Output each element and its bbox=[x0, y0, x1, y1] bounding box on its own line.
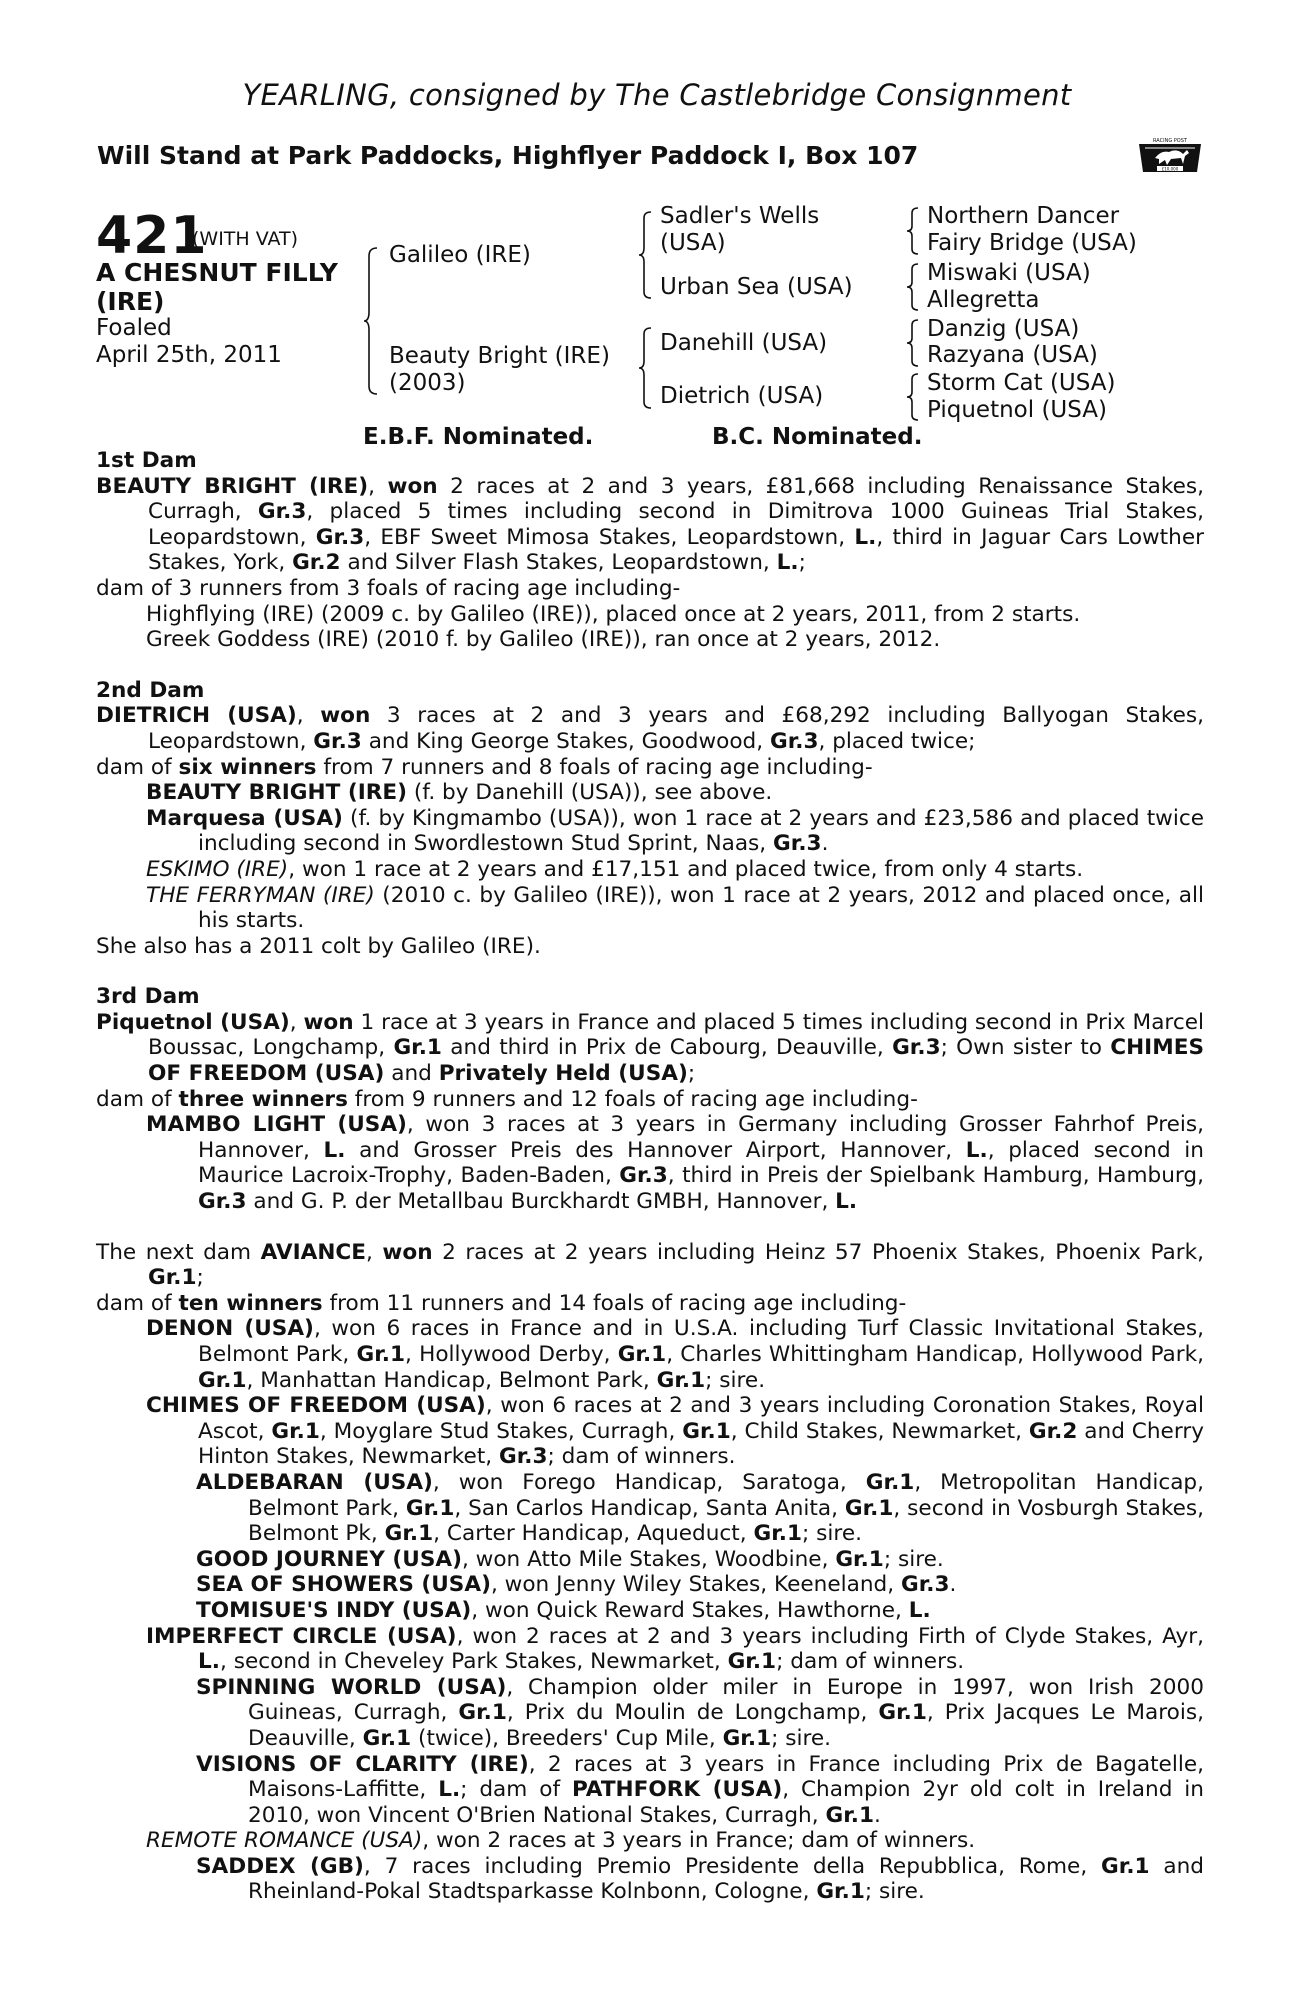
next-dam-progeny-chimes: CHIMES OF FREEDOM (USA), won 6 races at 2 and 3 years including Coronation Stakes, Royal Ascot, Gr.1, Moyglare Stud Stakes, Curragh, Gr.1, Child Stakes, Newmarket, Gr.2 and Cherry Hinton Stakes, Newmarket, Gr.3; dam of winners. bbox=[146, 1393, 1205, 1470]
bc-nominated: B.C. Nominated. bbox=[712, 424, 923, 450]
svg-text:£10,000: £10,000 bbox=[1161, 166, 1179, 172]
pedigree-sd: Urban Sea (USA) bbox=[660, 274, 853, 300]
next-dam-produce: dam of ten winners from 11 runners and 14 foals of racing age including- bbox=[96, 1290, 907, 1316]
pedigree-dam: Beauty Bright (IRE) bbox=[389, 343, 610, 369]
lot-number: 421 bbox=[96, 206, 208, 266]
pedigree-bracket-ss bbox=[906, 206, 920, 256]
pedigree-bracket-dd bbox=[906, 372, 920, 422]
second-dam-record: DIETRICH (USA), won 3 races at 2 and 3 years and £68,292 including Ballyogan Stakes, Leopardstown, Gr.3 and King George Stakes, Goodwood, Gr.3, placed twice; bbox=[96, 703, 1204, 754]
first-dam-produce: dam of 3 runners from 3 foals of racing age including- bbox=[96, 575, 681, 601]
first-dam-progeny-2: Greek Goddess (IRE) (2010 f. by Galileo (IRE)), ran once at 2 years, 2012. bbox=[146, 627, 941, 653]
second-dam-note: She also has a 2011 colt by Galileo (IRE). bbox=[96, 933, 541, 959]
next-dam-progeny-sea-of-showers: SEA OF SHOWERS (USA), won Jenny Wiley Stakes, Keeneland, Gr.3. bbox=[196, 1572, 957, 1598]
pedigree-sdd: Allegretta bbox=[927, 287, 1040, 313]
pedigree-bracket-sire bbox=[638, 210, 654, 300]
second-dam-produce: dam of six winners from 7 runners and 8 foals of racing age including- bbox=[96, 754, 873, 780]
second-dam-heading: 2nd Dam bbox=[96, 677, 205, 703]
foaled-info: Foaled April 25th, 2011 bbox=[96, 315, 282, 368]
pedigree-sire: Galileo (IRE) bbox=[389, 242, 531, 268]
ebf-nominated: E.B.F. Nominated. bbox=[363, 424, 594, 450]
pedigree-dss: Danzig (USA) bbox=[927, 316, 1080, 342]
third-dam-progeny-1: MAMBO LIGHT (USA), won 3 races at 3 years in Germany including Grosser Fahrhof Preis, Hannover, L. and Grosser Preis des Hannover Airport, Hannover, L., placed second in Maurice Lacroix-Trophy, Baden-Baden, Gr.3, third in Preis der Spielbank Hamburg, Hamburg, Gr.3 and G. P. der Metallbau Burckhardt GMBH, Hannover, L. bbox=[146, 1112, 1204, 1215]
next-dam-progeny-saddex: SADDEX (GB), 7 races including Premio Presidente della Repubblica, Rome, Gr.1 and Rheinland-Pokal Stadtsparkasse Kolnbonn, Cologne, Gr.1; sire. bbox=[196, 1853, 1205, 1905]
second-dam-progeny-1: BEAUTY BRIGHT (IRE) (f. by Danehill (USA)), see above. bbox=[146, 780, 773, 806]
pedigree-bracket-sd bbox=[906, 262, 920, 312]
page-title: YEARLING, consigned by The Castlebridge Consignment bbox=[242, 78, 1072, 112]
catalogue-text bbox=[96, 448, 1204, 1905]
pedigree-ddd: Piquetnol (USA) bbox=[927, 397, 1107, 423]
third-dam-heading: 3rd Dam bbox=[96, 984, 200, 1010]
next-dam-progeny-denon: DENON (USA), won 6 races in France and in U.S.A. including Turf Classic Invitational Stakes, Belmont Park, Gr.1, Hollywood Derby, Gr.1, Charles Whittingham Handicap, Hollywood Park, Gr.1, Manhattan Handicap, Belmont Park, Gr.1; sire. bbox=[146, 1316, 1204, 1393]
pedigree-dsd: Razyana (USA) bbox=[927, 342, 1098, 368]
pedigree-bracket-ds bbox=[906, 318, 920, 368]
pedigree-ssd: Fairy Bridge (USA) bbox=[927, 230, 1137, 256]
pedigree-bracket-dam bbox=[638, 326, 654, 410]
next-dam-progeny-imperfect-circle: IMPERFECT CIRCLE (USA), won 2 races at 2 and 3 years including Firth of Clyde Stakes, Ayr, L., second in Cheveley Park Stakes, Newmarket, Gr.1; dam of winners. bbox=[146, 1623, 1204, 1675]
third-dam-record: Piquetnol (USA), won 1 race at 3 years in France and placed 5 times including second in Prix Marcel Boussac, Longchamp, Gr.1 and third in Prix de Cabourg, Deauville, Gr.3; Own sister to CHIMES OF FREEDOM (USA) and Privately Held (USA); bbox=[96, 1009, 1204, 1087]
svg-text:RACING POST: RACING POST bbox=[1153, 138, 1187, 144]
next-dam-progeny-visions-of-clarity: VISIONS OF CLARITY (IRE), 2 races at 3 years in France including Prix de Bagatelle, Maisons-Laffitte, L.; dam of PATHFORK (USA), Champion 2yr old colt in Ireland in 2010, won Vincent O'Brien National Stakes, Curragh, Gr.1. bbox=[196, 1751, 1204, 1828]
next-dam-progeny-good-journey: GOOD JOURNEY (USA), won Atto Mile Stakes, Woodbine, Gr.1; sire. bbox=[196, 1546, 944, 1572]
next-dam-progeny-tomisues-indy: TOMISUE'S INDY (USA), won Quick Reward Stakes, Hawthorne, L. bbox=[196, 1597, 931, 1623]
pedigree-ss-country: (USA) bbox=[660, 230, 726, 256]
next-dam-record: The next dam AVIANCE, won 2 races at 2 years including Heinz 57 Phoenix Stakes, Phoenix Park, Gr.1; bbox=[96, 1239, 1204, 1291]
pedigree-ss: Sadler's Wells bbox=[660, 203, 820, 229]
stand-location: Will Stand at Park Paddocks, Highflyer Paddock I, Box 107 bbox=[97, 141, 919, 170]
second-dam-progeny-3: ESKIMO (IRE), won 1 race at 2 years and £17,151 and placed twice, from only 4 starts. bbox=[146, 856, 1084, 882]
next-dam-progeny-remote-romance: REMOTE ROMANCE (USA), won 2 races at 3 years in France; dam of winners. bbox=[146, 1828, 976, 1854]
pedigree-sds: Miswaki (USA) bbox=[927, 260, 1091, 286]
pedigree-dds: Storm Cat (USA) bbox=[927, 370, 1116, 396]
third-dam-produce: dam of three winners from 9 runners and 12 foals of racing age including- bbox=[96, 1086, 918, 1112]
next-dam-progeny-aldebaran: ALDEBARAN (USA), won Forego Handicap, Saratoga, Gr.1, Metropolitan Handicap, Belmont Park, Gr.1, San Carlos Handicap, Santa Anita, Gr.1, second in Vosburgh Stakes, Belmont Pk, Gr.1, Carter Handicap, Aqueduct, Gr.1; sire. bbox=[196, 1469, 1204, 1547]
second-dam-progeny-2: Marquesa (USA) (f. by Kingmambo (USA)), won 1 race at 2 years and £23,586 and placed twice including second in Swordlestown Stud Sprint, Naas, Gr.3. bbox=[146, 805, 1204, 857]
vat-note: (WITH VAT) bbox=[192, 228, 299, 250]
pedigree-sss: Northern Dancer bbox=[927, 203, 1120, 229]
first-dam-progeny-1: Highflying (IRE) (2009 c. by Galileo (IRE)), placed once at 2 years, 2011, from 2 starts. bbox=[146, 601, 1081, 627]
lot-description: A CHESNUT FILLY (IRE) bbox=[96, 258, 338, 316]
first-dam-heading: 1st Dam bbox=[96, 448, 197, 473]
yearling-bonus-badge-icon bbox=[1135, 130, 1205, 176]
pedigree-dd: Dietrich (USA) bbox=[660, 383, 824, 409]
pedigree-ds: Danehill (USA) bbox=[660, 330, 828, 356]
pedigree-dam-year: (2003) bbox=[389, 370, 466, 396]
first-dam-record: BEAUTY BRIGHT (IRE), won 2 races at 2 and 3 years, £81,668 including Renaissance Stakes, Curragh, Gr.3, placed 5 times including second in Dimitrova 1000 Guineas Trial Stakes, Leopardstown, Gr.3, EBF Sweet Mimosa Stakes, Leopardstown, L., third in Jaguar Cars Lowther Stakes, York, Gr.2 and Silver Flash Stakes, Leopardstown, L.; bbox=[96, 473, 1205, 576]
next-dam-progeny-spinning-world: SPINNING WORLD (USA), Champion older miler in Europe in 1997, won Irish 2000 Guineas, Curragh, Gr.1, Prix du Moulin de Longchamp, Gr.1, Prix Jacques Le Marois, Deauville, Gr.1 (twice), Breeders' Cup Mile, Gr.1; sire. bbox=[196, 1674, 1204, 1751]
pedigree-bracket-main bbox=[363, 246, 381, 396]
second-dam-progeny-4: THE FERRYMAN (IRE) (2010 c. by Galileo (IRE)), won 1 race at 2 years, 2012 and placed once, all his starts. bbox=[146, 882, 1204, 934]
